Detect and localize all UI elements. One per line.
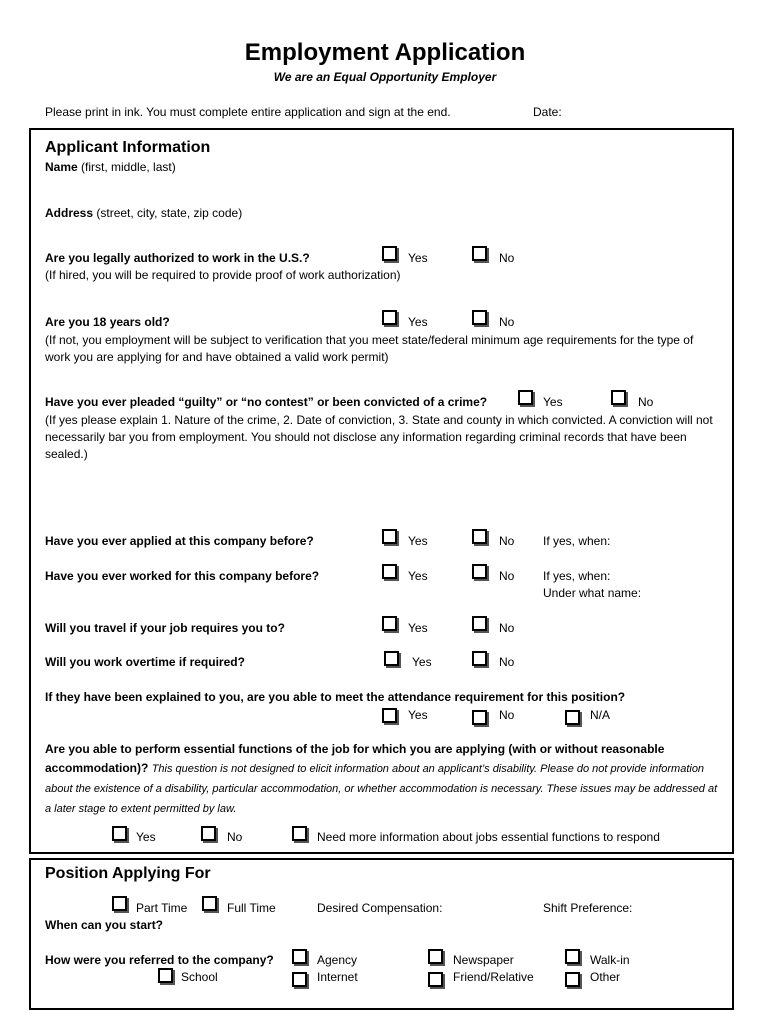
label-age-no: No — [499, 315, 515, 329]
date-label: Date: — [533, 105, 562, 119]
checkbox-authorized-no[interactable] — [472, 246, 487, 261]
label-referral-walk-in: Walk-in — [590, 953, 630, 967]
label-referral-other: Other — [590, 970, 621, 984]
checkbox-travel-yes[interactable] — [382, 616, 397, 631]
note-crime: (If yes please explain 1. Nature of the crime, 2. Date of conviction, 3. State and county in which convicted. A conviction will not necessarily bar you from employment. You should not disclose any information regarding criminal records that have been sealed.) — [45, 413, 713, 461]
checkbox-part-time[interactable] — [112, 896, 127, 911]
label-need-more-info: Need more information about jobs essential functions to respond — [317, 830, 660, 844]
applied-when-label: If yes, when: — [543, 534, 611, 548]
checkbox-crime-yes[interactable] — [518, 390, 533, 405]
checkbox-age-yes[interactable] — [382, 310, 397, 325]
label-travel-no: No — [499, 621, 515, 635]
label-applied-yes: Yes — [408, 534, 428, 548]
checkbox-age-no[interactable] — [472, 310, 487, 325]
essential-disclaimer: This question is not designed to elicit information about an applicant’s disability. Please do not provide information about the existence of a disability, particular accommodation, or whether accommodation is necessary. These issues may be addressed at a later stage to extent permitted by law. — [45, 763, 718, 815]
label-attendance-yes: Yes — [408, 708, 428, 722]
label-travel-yes: Yes — [408, 621, 428, 635]
label-worked-no: No — [499, 569, 515, 583]
question-travel: Will you travel if your job requires you to? — [45, 621, 285, 635]
checkbox-attendance-no[interactable] — [472, 710, 487, 725]
applicant-information-heading: Applicant Information — [45, 139, 211, 156]
referral-question: How were you referred to the company? — [45, 953, 274, 967]
shift-preference-label: Shift Preference: — [543, 901, 633, 915]
name-label: Name — [45, 160, 78, 174]
question-age: Are you 18 years old? — [45, 315, 170, 329]
checkbox-referral-newspaper[interactable] — [428, 949, 443, 964]
desired-compensation-label: Desired Compensation: — [317, 901, 443, 915]
question-crime: Have you ever pleaded “guilty” or “no contest” or been convicted of a crime? — [45, 395, 488, 409]
worked-name-label: Under what name: — [543, 586, 642, 600]
checkbox-applied-yes[interactable] — [382, 529, 397, 544]
label-overtime-no: No — [499, 655, 515, 669]
checkbox-attendance-yes[interactable] — [382, 708, 397, 723]
question-essential-functions — [45, 740, 725, 819]
label-overtime-yes: Yes — [412, 655, 432, 669]
label-applied-no: No — [499, 534, 515, 548]
checkbox-crime-no[interactable] — [611, 390, 626, 405]
address-label: Address — [45, 206, 94, 220]
note-age: (If not, you employment will be subject to verification that you meet state/federal minimum age requirements for the type of work you are applying for and have obtained a valid work permit) — [45, 333, 694, 364]
name-field[interactable] — [45, 160, 176, 175]
checkbox-travel-no[interactable] — [472, 616, 487, 631]
label-age-yes: Yes — [408, 315, 428, 329]
label-full-time: Full Time — [227, 901, 276, 915]
checkbox-attendance-na[interactable] — [565, 710, 580, 725]
checkbox-essential-no[interactable] — [201, 826, 216, 841]
label-referral-internet: Internet — [317, 970, 358, 984]
page-title: Employment Application — [244, 39, 526, 66]
checkbox-essential-yes[interactable] — [112, 826, 127, 841]
label-essential-no: No — [227, 830, 243, 844]
position-heading: Position Applying For — [45, 865, 211, 882]
checkbox-worked-yes[interactable] — [382, 564, 397, 579]
checkbox-referral-walk-in[interactable] — [565, 949, 580, 964]
checkbox-worked-no[interactable] — [472, 564, 487, 579]
name-hint: (first, middle, last) — [77, 160, 176, 174]
label-crime-no: No — [638, 395, 654, 409]
checkbox-overtime-no[interactable] — [472, 651, 487, 666]
essential-question-text: Are you able to perform essential functions of the job for which you are applying (with or without reasonable accommodation)? — [45, 742, 665, 775]
question-attendance: If they have been explained to you, are you able to meet the attendance requirement for this position? — [45, 690, 626, 704]
label-referral-friend-relative: Friend/Relative — [453, 970, 534, 984]
checkbox-referral-other[interactable] — [565, 972, 580, 987]
checkbox-full-time[interactable] — [202, 896, 217, 911]
instructions-text: Please print in ink. You must complete entire application and sign at the end. — [45, 105, 451, 119]
checkbox-referral-school[interactable] — [158, 968, 173, 983]
question-authorized: Are you legally authorized to work in the U.S.? — [45, 251, 310, 265]
checkbox-overtime-yes[interactable] — [384, 651, 399, 666]
label-crime-yes: Yes — [543, 395, 563, 409]
label-attendance-no: No — [499, 708, 515, 722]
checkbox-referral-internet[interactable] — [292, 972, 307, 987]
label-referral-newspaper: Newspaper — [453, 953, 514, 967]
address-field[interactable] — [45, 206, 242, 221]
label-referral-school: School — [181, 970, 218, 984]
page-subtitle: We are an Equal Opportunity Employer — [273, 70, 497, 84]
checkbox-referral-friend-relative[interactable] — [428, 972, 443, 987]
worked-when-label: If yes, when: — [543, 569, 611, 583]
label-authorized-no: No — [499, 251, 515, 265]
address-hint: (street, city, state, zip code) — [93, 206, 243, 220]
label-attendance-na: N/A — [590, 708, 611, 722]
label-authorized-yes: Yes — [408, 251, 428, 265]
question-overtime: Will you work overtime if required? — [45, 655, 245, 669]
label-referral-agency: Agency — [317, 953, 358, 967]
start-date-question: When can you start? — [45, 918, 164, 932]
question-worked-before: Have you ever worked for this company before? — [45, 569, 320, 583]
label-part-time: Part Time — [136, 901, 188, 915]
checkbox-referral-agency[interactable] — [292, 949, 307, 964]
question-applied-before: Have you ever applied at this company before? — [45, 534, 314, 548]
checkbox-need-more-info[interactable] — [292, 826, 307, 841]
checkbox-authorized-yes[interactable] — [382, 246, 397, 261]
checkbox-applied-no[interactable] — [472, 529, 487, 544]
note-authorized: (If hired, you will be required to provide proof of work authorization) — [45, 268, 401, 282]
label-essential-yes: Yes — [136, 830, 156, 844]
label-worked-yes: Yes — [408, 569, 428, 583]
